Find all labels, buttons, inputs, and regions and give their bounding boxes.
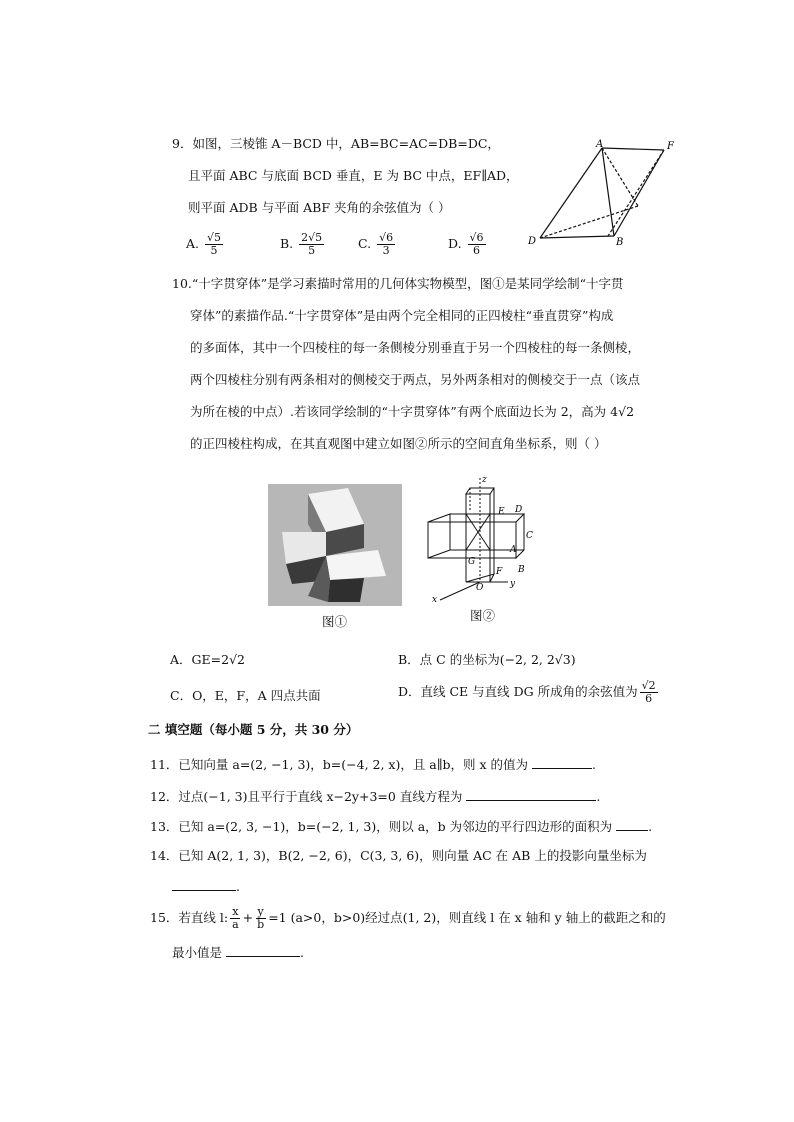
section-title-fill-in: 二 填空题（每小题 5 分，共 30 分） xyxy=(148,722,359,737)
q15-answer-blank[interactable] xyxy=(226,944,300,957)
q9-opt-d-num: √6 xyxy=(469,231,484,244)
q9-opt-c-num: √6 xyxy=(379,231,394,244)
q9-opt-c-den: 3 xyxy=(382,244,390,258)
q12-text: 12．过点(−1, 3)且平行于直线 x−2y+3=0 直线方程为 . xyxy=(150,789,601,804)
q9-option-c: C. $\frac{√6}{3}$ xyxy=(358,231,394,258)
q11-text: 11．已知向量 a=(2, −1, 3)，b=(−4, 2, x)，且 a∥b，则 x 的值为 . xyxy=(150,757,597,772)
q15-text: 15．若直线 l: $\frac{x}{a}$ + $\frac{y}{b}$ =1 (a>0，b>0)经过点(1, 2)，则直线 l 在 x 轴和 y 轴上的截距之和的 xyxy=(150,905,666,932)
q9-line2: 且平面 ABC 与底面 BCD 垂直，E 为 BC 中点，EF∥AD， xyxy=(188,168,519,183)
q10-line4: 两个四棱柱分别有两条相对的侧棱交于两点，另外两条相对的侧棱交于一点（该点 xyxy=(190,372,641,387)
q9-label-b: B xyxy=(616,237,624,248)
fig2-label-y: y xyxy=(510,579,516,589)
q9-opt-b-num: 2√5 xyxy=(301,231,323,244)
q10-line6: 的正四棱柱构成，在其直观图中建立如图②所示的空间直角坐标系，则（ ） xyxy=(190,436,607,451)
q10-figure1-caption: 图① xyxy=(322,614,348,629)
q15-frac2-num: y xyxy=(257,905,264,918)
fig2-label-x: x xyxy=(432,595,438,604)
q10-figure2-diagram xyxy=(420,474,550,604)
fig2-label-c: C xyxy=(526,531,533,541)
q15-frac2-den: b xyxy=(257,918,265,932)
q9-option-d: D. $\frac{√6}{6}$ xyxy=(448,231,484,258)
q10-option-c: C．O，E，F，A 四点共面 xyxy=(170,688,321,703)
cross-body-sketch xyxy=(268,484,402,606)
q15-frac1-den: a xyxy=(232,918,239,932)
q9-opt-a-num: √5 xyxy=(207,231,222,244)
q10-figure1-photo xyxy=(268,484,402,606)
q10-line1: 10.“十字贯穿体”是学习素描时常用的几何体实物模型，图①是某同学绘制“十字贯 xyxy=(172,276,624,291)
q9-label-d: D xyxy=(528,236,537,247)
q14-text: 14．已知 A(2, 1, 3)，B(2, −2, 6)，C(3, 3, 6)，则向量 AC 在 AB 上的投影向量坐标为 xyxy=(150,848,647,863)
fig2-label-z: z xyxy=(482,475,487,485)
q13-answer-blank[interactable] xyxy=(616,818,648,831)
q14-answer-line: . xyxy=(172,878,240,894)
q9-option-a: A. $\frac{√5}{5}$ xyxy=(186,231,222,258)
fig2-label-g: G xyxy=(468,557,476,567)
q9-label-a: A xyxy=(596,139,604,150)
q9-option-b: B. $\frac{2√5}{5}$ xyxy=(280,231,323,258)
q10-figure2-caption: 图② xyxy=(470,608,496,623)
q12-answer-blank[interactable] xyxy=(466,788,596,801)
fig2-label-b: B xyxy=(518,565,525,575)
fig2-label-o: O xyxy=(476,583,484,593)
q9-pyramid-figure xyxy=(520,138,680,250)
fig2-label-e: E xyxy=(498,507,505,517)
q15-line2: 最小值是 . xyxy=(172,945,304,960)
q9-opt-a-den: 5 xyxy=(210,244,218,258)
q10-line3: 的多面体，其中一个四棱柱的每一条侧棱分别垂直于另一个四棱柱的每一条侧棱， xyxy=(190,340,641,355)
q11-answer-blank[interactable] xyxy=(532,756,592,769)
q10-line5: 为所在棱的中点）.若该同学绘制的“十字贯穿体”有两个底面边长为 2，高为 4√2 xyxy=(190,404,635,419)
q10-option-b: B．点 C 的坐标为(−2, 2, 2√3) xyxy=(398,652,576,667)
fig2-label-d: D xyxy=(515,505,523,515)
q14-answer-blank[interactable] xyxy=(172,878,236,891)
fig2-label-a: A xyxy=(510,545,517,555)
q9-opt-d-den: 6 xyxy=(473,244,481,258)
q15-frac1-num: x xyxy=(232,905,239,918)
q9-label-f: F xyxy=(667,141,674,152)
q9-opt-b-den: 5 xyxy=(308,244,316,258)
q13-text: 13．已知 a=(2, 3, −1)，b=(−2, 1, 3)，则以 a，b 为邻边的平行四边形的面积为 . xyxy=(150,819,653,834)
q10-opt-d-num: √2 xyxy=(641,679,656,692)
q10-option-d: D．直线 CE 与直线 DG 所成角的余弦值为 $\frac{√2}{6}$ xyxy=(398,679,656,706)
q9-line3: 则平面 ADB 与平面 ABF 夹角的余弦值为（ ） xyxy=(188,200,451,215)
q9-line1: 9．如图，三棱锥 A－BCD 中，AB=BC=AC=DB=DC， xyxy=(172,136,500,151)
q10-opt-d-den: 6 xyxy=(645,692,653,706)
q10-line2: 穿体”的素描作品.“十字贯穿体”是由两个完全相同的正四棱柱“垂直贯穿”构成 xyxy=(190,308,614,323)
q10-option-a: A．GE=2√2 xyxy=(170,652,245,667)
fig2-label-f: F xyxy=(496,567,503,577)
